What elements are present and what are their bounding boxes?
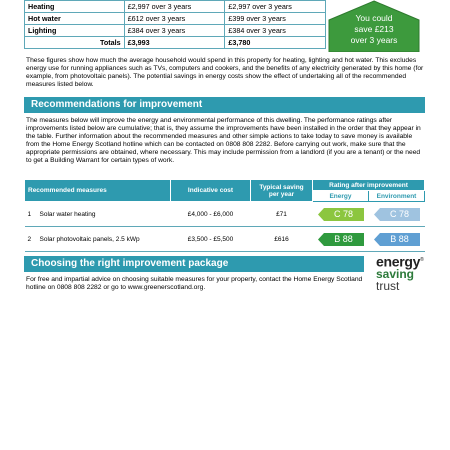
cost-label: Lighting <box>25 25 125 37</box>
logo-word-trust: trust <box>376 278 400 293</box>
current-cost: £2,997 over 3 years <box>124 1 225 13</box>
cost-label: Hot water <box>25 13 125 25</box>
measure-number: 2 <box>25 227 37 252</box>
measure-name: Solar photovoltaic panels, 2.5 kWp <box>37 227 171 252</box>
table-row <box>25 202 425 227</box>
measure-saving: £71 <box>251 202 313 227</box>
measure-name: Solar water heating <box>37 202 171 227</box>
total-potential: £3,780 <box>225 37 326 49</box>
energy-rating-label: C 78 <box>333 208 353 219</box>
measure-saving: £616 <box>251 227 313 252</box>
potential-cost: £399 over 3 years <box>225 13 326 25</box>
current-cost: £612 over 3 years <box>124 13 225 25</box>
savings-line-3: over 3 years <box>350 35 398 45</box>
potential-cost: £384 over 3 years <box>225 25 326 37</box>
energy-saving-trust-logo <box>376 254 432 292</box>
total-current: £3,993 <box>124 37 225 49</box>
energy-rating-arrow <box>318 233 364 246</box>
improvement-package-paragraph: For free and impartial advice on choosing suitable measures for your property, contact the Home Energy Scotland hotline on 0808 808 2282 or go to www.greenerscotland.org. <box>26 276 363 292</box>
header-environment: Environment <box>369 191 425 202</box>
measure-cost: £3,500 - £5,500 <box>171 227 251 252</box>
table-row <box>25 227 425 252</box>
savings-line-1: You could <box>355 13 393 23</box>
savings-badge-text <box>328 13 420 46</box>
table-row <box>25 13 326 25</box>
logo-word-energy: energy <box>376 253 421 270</box>
logo-word-saving: saving <box>376 266 415 281</box>
environment-rating-label: C 78 <box>389 208 409 219</box>
totals-row <box>25 37 326 49</box>
running-costs-table <box>24 0 326 49</box>
energy-rating-label: B 88 <box>334 233 353 244</box>
current-cost: £384 over 3 years <box>124 25 225 37</box>
cost-label: Heating <box>25 1 125 13</box>
header-saving: Typical saving per year <box>251 180 313 202</box>
intro-paragraph: These figures show how much the average household would spend in this property for heating, lighting and hot water. This excludes energy use for running appliances such as TVs, computers and cookers, and the benefits of any electricity generated by this home (for example, from photovoltaic panels). The potential savings in energy costs show the effect of undertaking all of the recommended measures listed below. <box>26 57 424 89</box>
improvement-package-heading: Choosing the right improvement package <box>24 256 364 272</box>
measure-number: 1 <box>25 202 37 227</box>
header-energy: Energy <box>313 191 369 202</box>
table-header-row <box>25 180 425 191</box>
totals-label: Totals <box>25 37 125 49</box>
environment-rating-arrow <box>374 233 420 246</box>
table-row <box>25 1 326 13</box>
savings-line-2: save £213 <box>354 24 394 34</box>
recommendations-paragraph: The measures below will improve the energy and environmental performance of this dwelling. The performance ratings after improvements listed below are cumulative; that is, they assume the improvements have been installed in the order that they appear in the table. Further information about the recommended measures and other simple actions to take today to save money is available from the Home Energy Scotland hotline which can be contacted on 0808 808 2282. Before carrying out work, make sure that the appropriate permissions are obtained, where necessary. This may include permission from a landlord (if you are a tenant) or the need to get a Building Warrant for certain types of work. <box>26 117 421 165</box>
logo-registered-mark: ® <box>420 257 424 263</box>
header-cost: Indicative cost <box>171 180 251 202</box>
header-rating: Rating after improvement <box>313 180 425 191</box>
environment-rating-arrow <box>374 208 420 221</box>
potential-cost: £2,997 over 3 years <box>225 1 326 13</box>
recommendations-heading: Recommendations for improvement <box>24 97 425 113</box>
environment-rating-label: B 88 <box>390 233 409 244</box>
recommendations-table <box>24 179 425 252</box>
measure-cost: £4,000 - £6,000 <box>171 202 251 227</box>
header-measures: Recommended measures <box>25 180 171 202</box>
energy-rating-arrow <box>318 208 364 221</box>
table-row <box>25 25 326 37</box>
